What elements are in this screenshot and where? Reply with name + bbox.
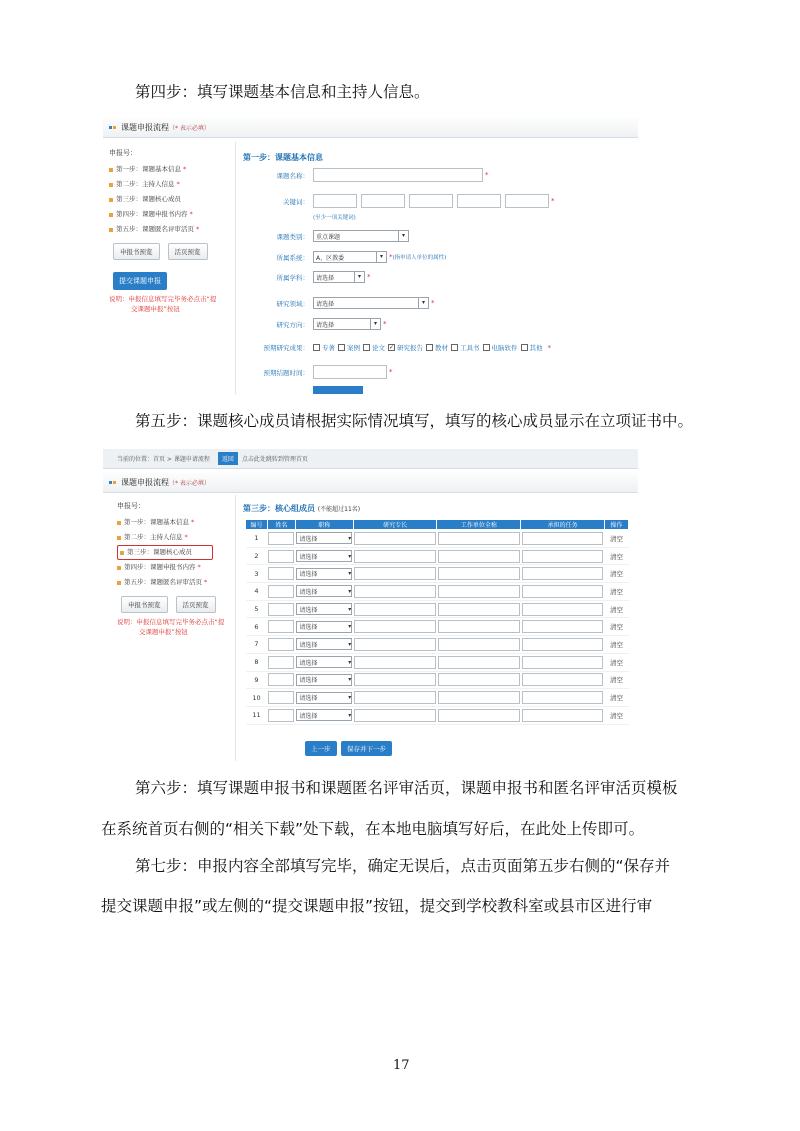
- row-number: 5: [246, 600, 268, 618]
- task-input[interactable]: [522, 532, 604, 545]
- name-cell-input[interactable]: [268, 656, 294, 669]
- end-time-input[interactable]: [313, 365, 387, 379]
- row-number: 9: [246, 671, 268, 689]
- name-cell-input[interactable]: [268, 673, 294, 686]
- checkbox-outcome-2[interactable]: 论文: [363, 343, 385, 352]
- task-input[interactable]: [522, 620, 604, 633]
- title-select[interactable]: 请选择 ▾: [296, 550, 352, 562]
- section-title: 第三步：核心组成员 (不能超过11名): [243, 504, 361, 513]
- unit-input[interactable]: [438, 691, 520, 704]
- specialty-input[interactable]: [354, 550, 436, 563]
- members-table: [245, 519, 629, 725]
- row-system: 所属系统： A、区教委 ▾ * (指申请人单位的属性): [249, 251, 446, 263]
- specialty-input[interactable]: [354, 691, 436, 704]
- title-select[interactable]: 请选择 ▾: [296, 568, 352, 580]
- unit-input[interactable]: [438, 532, 520, 545]
- nav-step1[interactable]: 第一步：课题基本信息 *: [117, 515, 237, 530]
- subject-select[interactable]: 请选择 ▾: [313, 271, 365, 283]
- nav-step4[interactable]: 第四步：课题申报书内容 *: [109, 207, 229, 222]
- name-cell-input[interactable]: [268, 638, 294, 651]
- name-cell-input[interactable]: [268, 550, 294, 563]
- chevron-down-icon: ▾: [418, 298, 428, 308]
- task-input[interactable]: [522, 709, 604, 722]
- chevron-down-icon: ▾: [348, 694, 352, 702]
- chevron-down-icon: ▾: [348, 552, 352, 560]
- clear-link[interactable]: 清空: [604, 583, 628, 601]
- left-nav: [109, 148, 229, 314]
- table-row: [246, 583, 629, 601]
- clear-link[interactable]: 清空: [604, 689, 628, 707]
- square-icon: [109, 481, 112, 484]
- nav-step1[interactable]: 第一步：课题基本信息 *: [109, 162, 229, 177]
- specialty-input[interactable]: [354, 620, 436, 633]
- task-input[interactable]: [522, 550, 604, 563]
- title-select[interactable]: 请选择 ▾: [296, 656, 352, 668]
- checkbox-outcome-3[interactable]: ✓ 研究报告: [389, 344, 423, 352]
- preview-button[interactable]: 申报书预览: [121, 596, 168, 613]
- title-select[interactable]: 请选择 ▾: [296, 674, 352, 686]
- step6-line2: 在系统首页右侧的“相关下载”处下载，在本地电脑填写好后，在此处上传即可。: [101, 820, 645, 838]
- left-nav: [117, 501, 237, 637]
- clear-link[interactable]: 清空: [604, 547, 628, 565]
- row-category: [249, 230, 409, 242]
- outcome-label: 预期研究成果：: [263, 344, 309, 352]
- required-star: *: [551, 197, 555, 205]
- category-select[interactable]: 重点课题 ▾: [313, 230, 409, 242]
- task-input[interactable]: [522, 638, 604, 651]
- category-label: 课题类别：: [276, 232, 309, 241]
- note-line2: 交课题申报”按钮: [131, 305, 180, 313]
- name-cell-input[interactable]: [268, 567, 294, 580]
- crumb-tip: 点击此处跳转到管理首页: [241, 456, 308, 463]
- row-number: 10: [246, 689, 268, 707]
- unit-input[interactable]: [438, 620, 520, 633]
- chevron-down-icon: ▾: [348, 605, 352, 613]
- table-row: [246, 618, 629, 636]
- task-input[interactable]: [522, 673, 604, 686]
- nav-step2[interactable]: 第二步：主持人信息 *: [117, 530, 237, 545]
- keyword-input-4[interactable]: [457, 194, 501, 208]
- keyword-hint: (至少一项关键词): [313, 215, 356, 221]
- unit-input[interactable]: [438, 585, 520, 598]
- page-preview-button[interactable]: 活页预览: [168, 243, 208, 260]
- row-number: 3: [246, 565, 268, 583]
- chevron-down-icon: ▾: [398, 231, 408, 241]
- name-label: 课题名称：: [276, 171, 309, 180]
- chevron-down-icon: ▾: [376, 252, 386, 262]
- nav-step3[interactable]: 第三步：课题核心成员: [109, 192, 229, 207]
- step6-line1: 第六步：填写课题申报书和课题匿名评审活页，课题申报书和匿名评审活页模板: [135, 779, 678, 797]
- specialty-input[interactable]: [354, 709, 436, 722]
- keyword-input-2[interactable]: [361, 194, 405, 208]
- specialty-input[interactable]: [354, 603, 436, 616]
- direction-label: 研究方向：: [276, 320, 309, 329]
- panel-header: [103, 118, 638, 138]
- note-line1: 说明：申报信息填写完毕务必点击“提: [117, 618, 225, 626]
- clear-link[interactable]: 清空: [604, 636, 628, 654]
- name-cell-input[interactable]: [268, 532, 294, 545]
- name-cell-input[interactable]: [268, 620, 294, 633]
- specialty-input[interactable]: [354, 567, 436, 580]
- system-hint: (指申请人单位的属性): [392, 255, 447, 261]
- row-outcome: 预期研究成果： 专著 案例 论文 ✓ 研究报告 教材 工具书 电脑软件 其他 *: [249, 343, 551, 352]
- unit-input[interactable]: [438, 603, 520, 616]
- return-button[interactable]: 返回: [218, 452, 238, 465]
- nav-step2[interactable]: 第二步：主持人信息 *: [109, 177, 229, 192]
- specialty-input[interactable]: [354, 585, 436, 598]
- title-select[interactable]: 请选择 ▾: [296, 603, 352, 615]
- nav-step5[interactable]: 第五步：课题匿名评审活页 *: [109, 222, 229, 237]
- unit-input[interactable]: [438, 550, 520, 563]
- apply-no-label: 申报号：: [117, 502, 145, 510]
- name-cell-input[interactable]: [268, 709, 294, 722]
- task-input[interactable]: [522, 656, 604, 669]
- clear-link[interactable]: 清空: [604, 530, 628, 548]
- subject-label: 所属学科：: [276, 273, 309, 282]
- specialty-input[interactable]: [354, 656, 436, 669]
- row-field: 研究领域： 请选择 ▾ *: [249, 297, 435, 309]
- nav-step4[interactable]: 第四步：课题申报书内容 *: [117, 560, 237, 575]
- checkbox-outcome-1[interactable]: 案例: [338, 343, 360, 352]
- specialty-input[interactable]: [354, 673, 436, 686]
- title-select[interactable]: 请选择 ▾: [296, 621, 352, 633]
- save-next-button[interactable]: 保存并下一步: [341, 741, 392, 756]
- keyword-input-1[interactable]: [313, 194, 357, 208]
- chevron-down-icon: ▾: [348, 676, 352, 684]
- submit-button[interactable]: 提交课题申报: [113, 272, 167, 290]
- title-select[interactable]: 请选择 ▾: [296, 692, 352, 704]
- task-input[interactable]: [522, 691, 604, 704]
- table-row: [246, 653, 629, 671]
- title-select[interactable]: 请选择 ▾: [296, 585, 352, 597]
- table-row: [246, 547, 629, 565]
- check-icon: ✓: [389, 344, 395, 351]
- row-keyword: [249, 194, 555, 208]
- row-number: 4: [246, 583, 268, 601]
- checkbox-outcome-0[interactable]: 专著: [313, 343, 335, 352]
- panel-title: 课题申报流程（* 表示必填）: [121, 123, 210, 132]
- row-number: 1: [246, 530, 268, 548]
- clear-link[interactable]: 清空: [604, 671, 628, 689]
- row-name: [249, 168, 489, 182]
- table-row: [246, 689, 629, 707]
- checkbox-outcome-6[interactable]: 电脑软件: [483, 343, 518, 352]
- clear-link[interactable]: 清空: [604, 706, 628, 724]
- page-preview-button[interactable]: 活页预览: [176, 596, 216, 613]
- specialty-input[interactable]: [354, 532, 436, 545]
- system-label: 所属系统：: [276, 253, 309, 262]
- square-icon: [109, 126, 112, 129]
- note-line1: 说明：申报信息填写完毕务必点击“提: [109, 295, 217, 303]
- prev-button[interactable]: 上一步: [305, 741, 337, 756]
- row-subject: 所属学科： 请选择 ▾ *: [249, 271, 371, 283]
- direction-select[interactable]: 请选择 ▾: [313, 318, 381, 330]
- required-star: *: [485, 171, 489, 179]
- chevron-down-icon: ▾: [348, 534, 352, 542]
- section-title: 第一步：课题基本信息: [243, 153, 323, 162]
- task-input[interactable]: [522, 585, 604, 598]
- nav-step3-highlighted[interactable]: 第三步：课题核心成员: [117, 545, 213, 560]
- table-header: 编号 姓名 职称 研究专长 工作单位全称 承担的任务 操作: [246, 520, 629, 530]
- row-number: 2: [246, 547, 268, 565]
- chevron-down-icon: ▾: [348, 658, 352, 666]
- name-input[interactable]: [313, 168, 483, 182]
- checkbox-outcome-7[interactable]: 其他: [521, 343, 543, 352]
- step7-line2: 提交课题申报”或左侧的“提交课题申报”按钮，提交到学校教科室或县市区进行审: [101, 897, 653, 915]
- chevron-down-icon: ▾: [348, 570, 352, 578]
- end-time-label: 预期结题时间：: [263, 368, 309, 377]
- name-cell-input[interactable]: [268, 691, 294, 704]
- clear-link[interactable]: 清空: [604, 600, 628, 618]
- title-select[interactable]: 请选择 ▾: [296, 709, 352, 721]
- table-row: [246, 600, 629, 618]
- name-cell-input[interactable]: [268, 603, 294, 616]
- chevron-down-icon: ▾: [348, 623, 352, 631]
- table-row: [246, 565, 629, 583]
- unit-input[interactable]: [438, 709, 520, 722]
- unit-input[interactable]: [438, 638, 520, 651]
- keyword-input-5[interactable]: [505, 194, 549, 208]
- table-row: [246, 636, 629, 654]
- checkbox-outcome-5[interactable]: 工具书: [451, 343, 480, 352]
- page-number: 17: [393, 1058, 410, 1073]
- square-icon: [113, 481, 116, 484]
- unit-input[interactable]: [438, 673, 520, 686]
- specialty-input[interactable]: [354, 638, 436, 651]
- preview-button[interactable]: 申报书预览: [113, 243, 160, 260]
- keyword-label: 关键词：: [283, 197, 309, 206]
- table-row: [246, 706, 629, 724]
- step5-paragraph: 第五步：课题核心成员请根据实际情况填写，填写的核心成员显示在立项证书中。: [135, 412, 694, 430]
- row-number: 6: [246, 618, 268, 636]
- save-button-partial[interactable]: [313, 386, 363, 394]
- chevron-down-icon: ▾: [354, 272, 364, 282]
- chevron-down-icon: ▾: [348, 640, 352, 648]
- nav-step5[interactable]: 第五步：课题匿名评审活页 *: [117, 575, 237, 590]
- breadcrumb: 当前的位置：首页 > 课题申请流程 返回 点击此处跳转到管理首页: [103, 449, 638, 469]
- step4-paragraph: 第四步：填写课题基本信息和主持人信息。: [135, 83, 430, 101]
- table-row: [246, 530, 629, 548]
- task-input[interactable]: [522, 603, 604, 616]
- row-number: 8: [246, 653, 268, 671]
- chevron-down-icon: ▾: [348, 711, 352, 719]
- divider: [235, 495, 236, 761]
- chevron-down-icon: ▾: [370, 319, 380, 329]
- field-select[interactable]: 请选择 ▾: [313, 297, 429, 309]
- panel-title: 课题申报流程（* 表示必填）: [121, 478, 210, 487]
- name-cell-input[interactable]: [268, 585, 294, 598]
- task-input[interactable]: [522, 567, 604, 580]
- system-select[interactable]: A、区教委 ▾: [313, 251, 387, 263]
- screenshot-basic-info: [103, 114, 638, 394]
- clear-link[interactable]: 清空: [604, 565, 628, 583]
- keyword-input-3[interactable]: [409, 194, 453, 208]
- chevron-down-icon: ▾: [348, 587, 352, 595]
- square-icon: [113, 126, 116, 129]
- apply-no-label: 申报号：: [109, 149, 137, 157]
- unit-input[interactable]: [438, 567, 520, 580]
- unit-input[interactable]: [438, 656, 520, 669]
- clear-link[interactable]: 清空: [604, 618, 628, 636]
- row-number: 11: [246, 706, 268, 724]
- title-select[interactable]: 请选择 ▾: [296, 638, 352, 650]
- title-select[interactable]: 请选择 ▾: [296, 532, 352, 544]
- row-number: 7: [246, 636, 268, 654]
- table-row: [246, 671, 629, 689]
- checkbox-outcome-4[interactable]: 教材: [426, 343, 448, 352]
- field-label: 研究领域：: [276, 299, 309, 308]
- panel-header: [103, 473, 638, 493]
- divider: [235, 142, 236, 394]
- row-end-time: 预期结题时间： *: [249, 365, 393, 379]
- clear-link[interactable]: 清空: [604, 653, 628, 671]
- screenshot-core-members: [103, 449, 638, 761]
- note-line2: 交课题申报”按钮: [139, 628, 188, 636]
- row-direction: 研究方向： 请选择 ▾ *: [249, 318, 387, 330]
- step7-line1: 第七步：申报内容全部填写完毕，确定无误后，点击页面第五步右侧的“保存并: [135, 857, 671, 875]
